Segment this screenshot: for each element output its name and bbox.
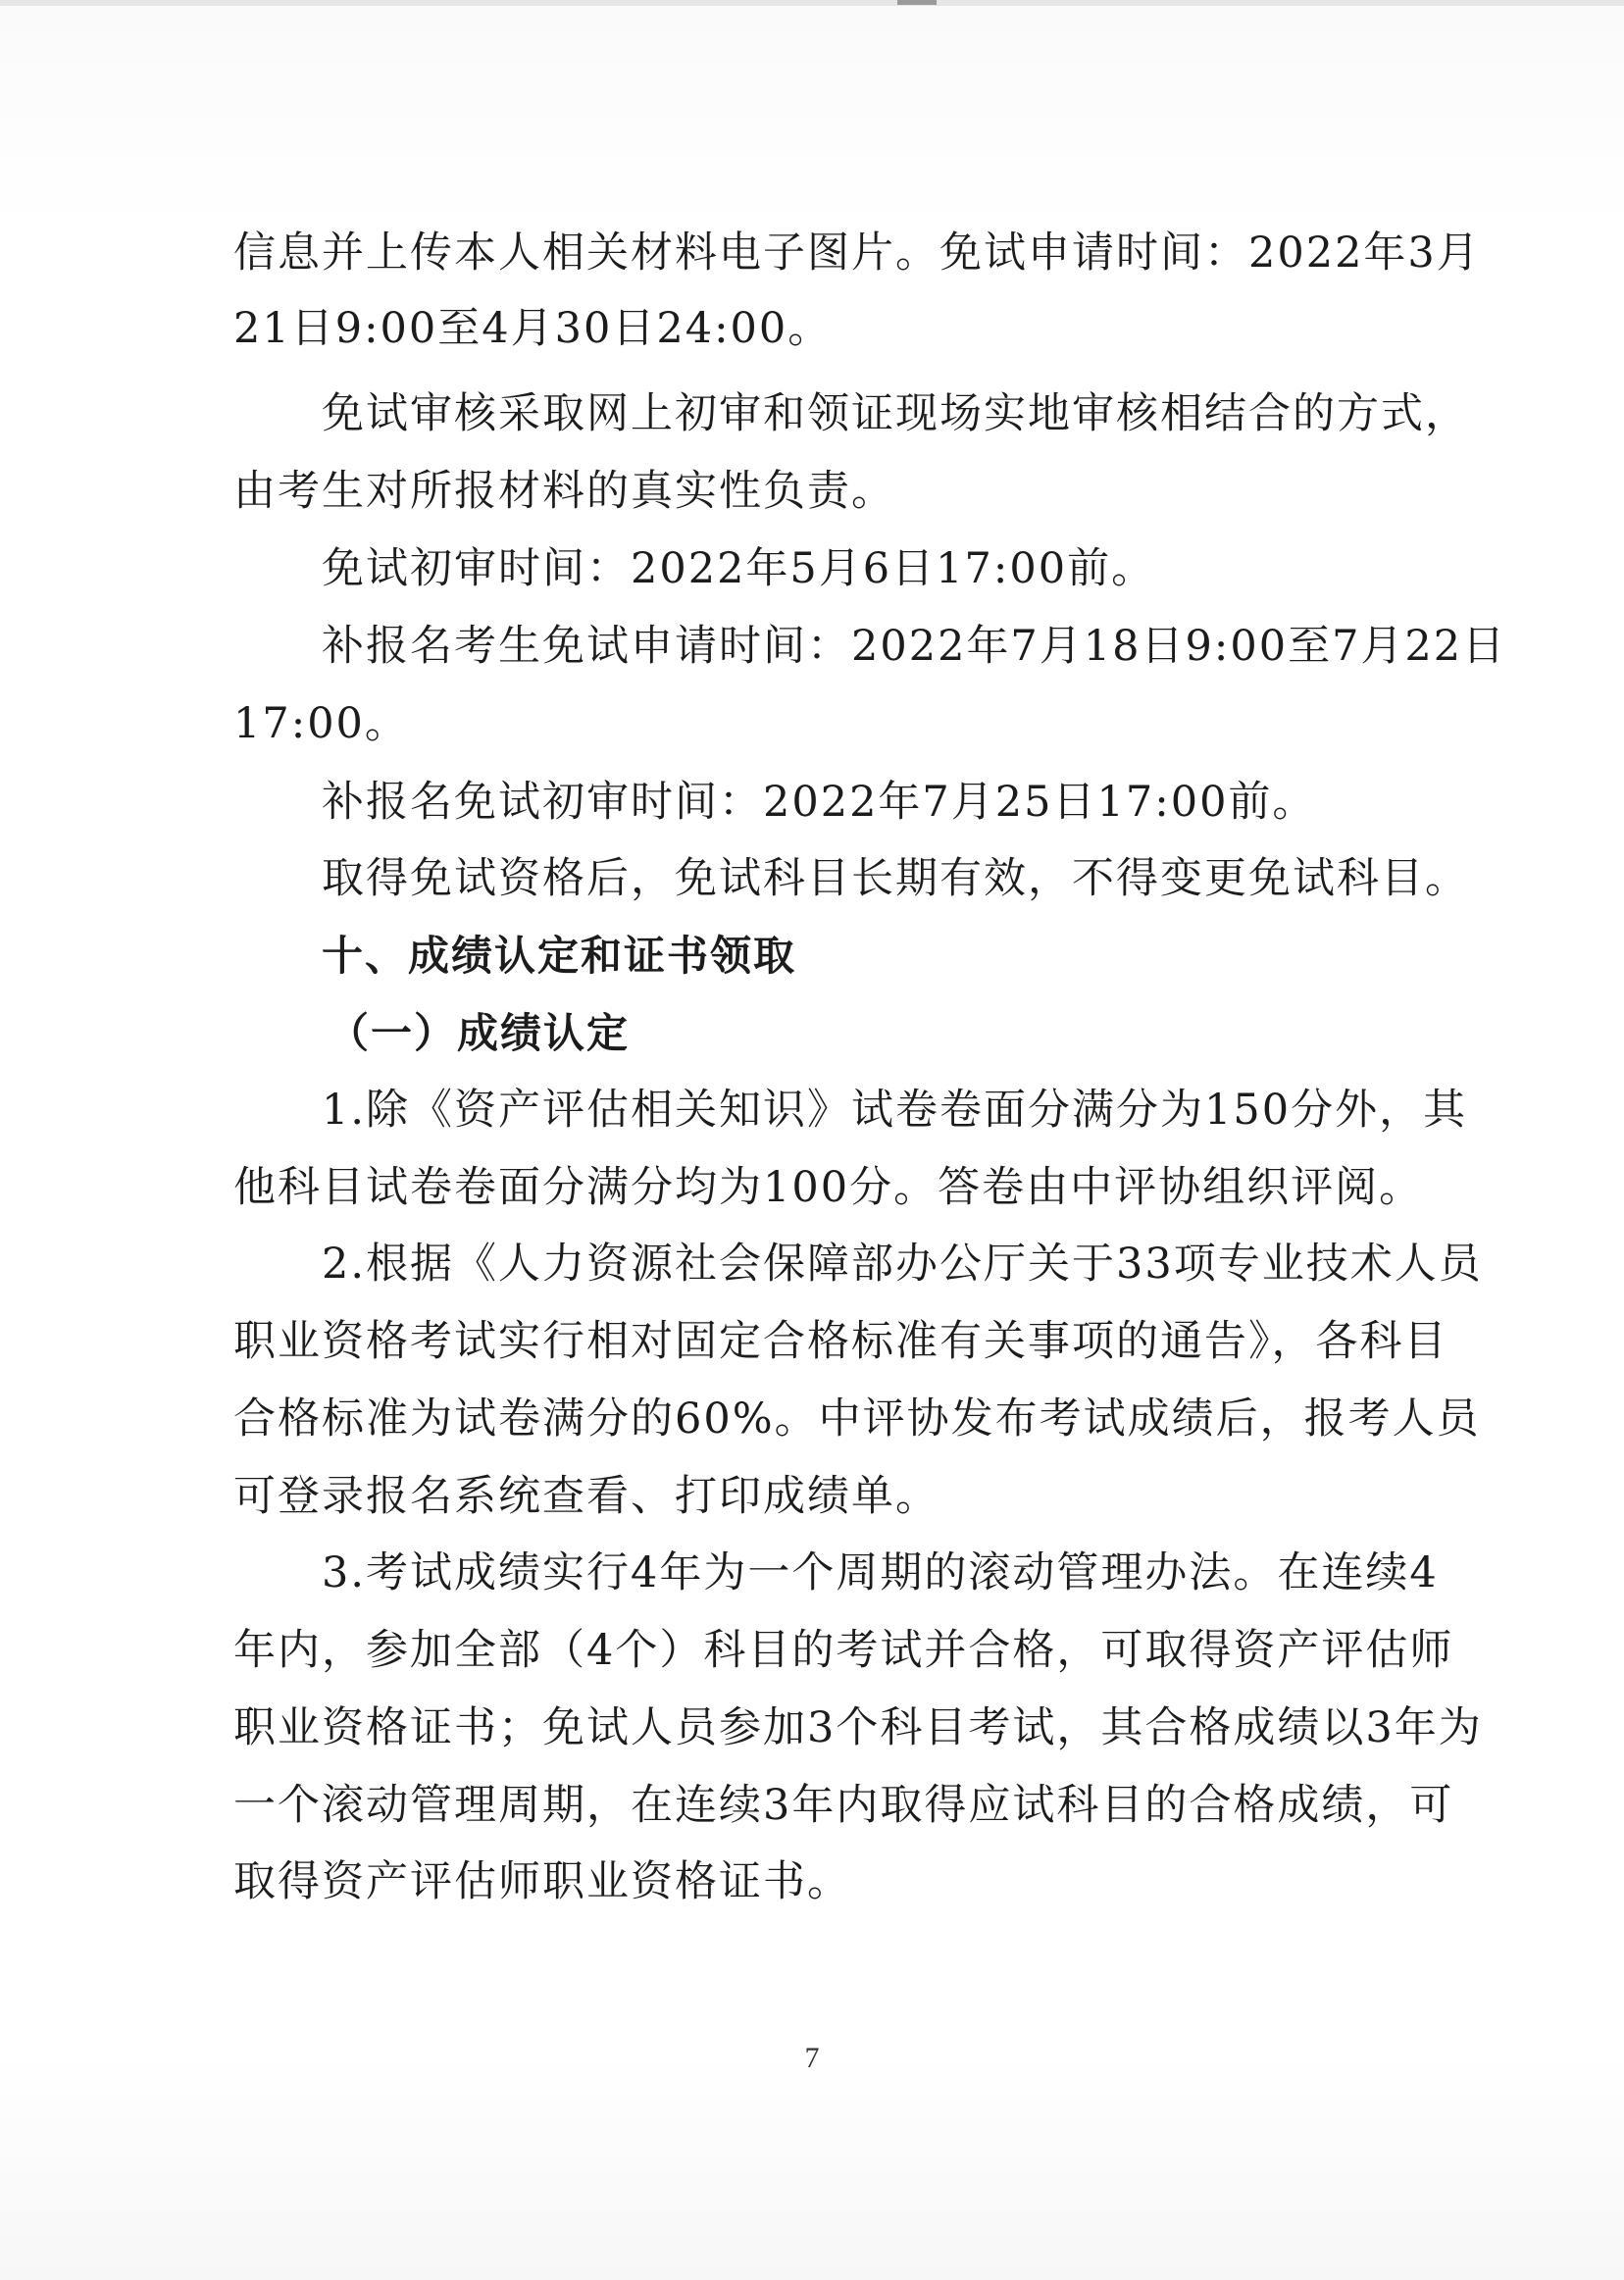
paragraph-line: 免试初审时间：2022年5月6日17:00前。 <box>322 544 1156 593</box>
section-heading: 十、成绩认定和证书领取 <box>322 932 797 980</box>
paragraph-line: 由考生对所报材料的真实性负责。 <box>233 467 895 516</box>
paragraph-line: 可登录报名系统查看、打印成绩单。 <box>233 1472 939 1521</box>
paragraph-line: 补报名免试初审时间：2022年7月25日17:00前。 <box>322 778 1317 827</box>
paragraph-line: 年内，参加全部（4个）科目的考试并合格，可取得资产评估师 <box>233 1626 1454 1675</box>
paragraph-line: 他科目试卷卷面分满分均为100分。答卷由中评协组织评阅。 <box>233 1163 1424 1212</box>
paragraph-line: 21日9:00至4月30日24:00。 <box>233 304 833 353</box>
paragraph-line: 职业资格考试实行相对固定合格标准有关事项的通告》，各科目 <box>233 1317 1448 1366</box>
paragraph-line: 免试审核采取网上初审和领证现场实地审核相结合的方式， <box>322 389 1469 438</box>
paragraph-line: 2.根据《人力资源社会保障部办公厅关于33项专业技术人员 <box>322 1240 1483 1289</box>
paragraph-line: 17:00。 <box>233 699 409 748</box>
paragraph-line: 3.考试成绩实行4年为一个周期的滚动管理办法。在连续4 <box>322 1548 1439 1597</box>
paragraph-line: 职业资格证书；免试人员参加3个科目考试，其合格成绩以3年为 <box>233 1703 1483 1752</box>
paragraph-line: 1.除《资产评估相关知识》试卷卷面分满分为150分外，其 <box>322 1086 1468 1135</box>
paragraph-line: 补报名考生免试申请时间：2022年7月18日9:00至7月22日 <box>322 622 1507 671</box>
paragraph-line: 合格标准为试卷满分的60%。中评协发布考试成绩后，报考人员 <box>233 1394 1481 1444</box>
scan-edge <box>0 0 1624 6</box>
paragraph-line: 取得资产评估师职业资格证书。 <box>233 1857 851 1906</box>
subsection-heading: （一）成绩认定 <box>328 1009 631 1057</box>
scan-mark <box>897 0 937 5</box>
paragraph-line: 一个滚动管理周期，在连续3年内取得应试科目的合格成绩，可 <box>233 1781 1454 1830</box>
paragraph-line: 取得免试资格后，免试科目长期有效，不得变更免试科目。 <box>322 854 1469 903</box>
page-number: 7 <box>804 2042 820 2074</box>
paragraph-line: 信息并上传本人相关材料电子图片。免试申请时间：2022年3月 <box>233 228 1481 278</box>
